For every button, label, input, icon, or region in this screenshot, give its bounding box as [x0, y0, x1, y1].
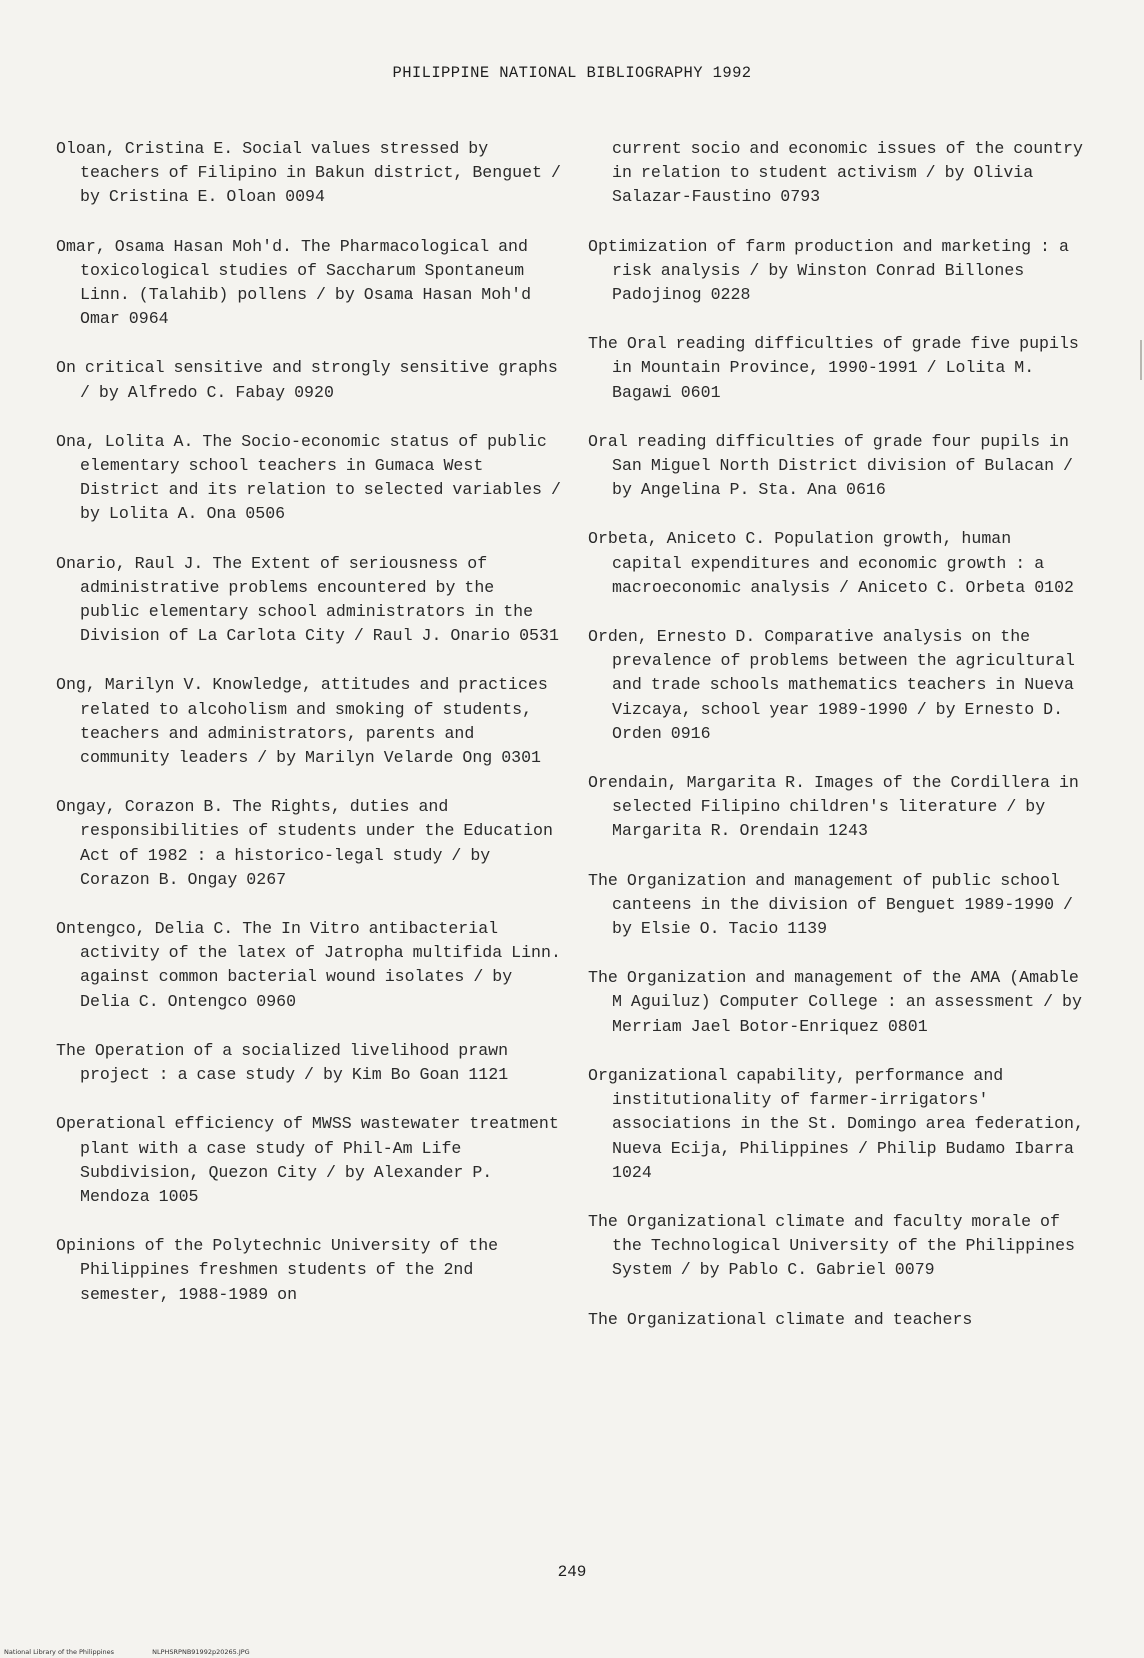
scan-footer: [4, 1648, 286, 1656]
page-title: PHILIPPINE NATIONAL BIBLIOGRAPHY 1992: [392, 64, 752, 82]
bibliography-entry: Omar, Osama Hasan Moh'd. The Pharmacological and toxicological studies of Saccharum Spontaneum Linn. (Talahib) pollens / by Osama Hasan Moh'd Omar 0964: [56, 236, 532, 329]
bibliography-entry: Ongay, Corazon B. The Rights, duties and responsibilities of students under the Education Act of 1982 : a historico-legal study / by Corazon B. Ongay 0267: [56, 797, 553, 889]
bibliography-entry: The Operation of a socialized livelihood prawn project : a case study / by Kim Bo Goan 1121: [56, 1040, 509, 1085]
bibliography-entry: Operational efficiency of MWSS wastewater treatment plant with a case study of Phil-Am Life Subdivision, Quezon City / by Alexander P. Mendoza 1005: [56, 1114, 559, 1206]
bibliography-entry: Orbeta, Aniceto C. Population growth, human capital expenditures and economic growth : a macroeconomic analysis / Aniceto C. Orbeta 0102: [588, 529, 1075, 597]
left-column: [56, 137, 561, 1332]
bibliography-entry: Organizational capability, performance and institutionality of farmer-irrigators' associations in the St. Domingo area federation, Nueva Ecija, Philippines / Philip Budamo Ibarra 1024: [588, 1065, 1084, 1182]
bibliography-entry: Ontengco, Delia C. The In Vitro antibacterial activity of the latex of Jatropha multifida Linn. against common bacterial wound isolates / by Delia C. Ontengco 0960: [56, 919, 561, 1011]
bibliography-entry: The Oral reading difficulties of grade five pupils in Mountain Province, 1990-1991 / Lolita M. Bagawi 0601: [588, 334, 1079, 402]
page-number: 249: [557, 1563, 587, 1581]
bibliography-entry: The Organization and management of the AMA (Amable M Aguiluz) Computer College : an assessment / by Merriam Jael Botor-Enriquez 0801: [588, 968, 1082, 1036]
library-credit: National Library of the Philippines: [4, 1648, 115, 1656]
bibliography-entry: On critical sensitive and strongly sensitive graphs / by Alfredo C. Fabay 0920: [56, 358, 558, 402]
bibliography-entry: The Organizational climate and faculty morale of the Technological University of the Philippines System / by Pablo C. Gabriel 0079: [588, 1211, 1076, 1280]
page-edge-mark: [1140, 340, 1142, 380]
bibliography-entry: The Organizational climate and teachers: [588, 1309, 973, 1329]
right-column: [588, 137, 1088, 1357]
bibliography-entry: Ona, Lolita A. The Socio-economic status of public elementary school teachers in Gumaca West District and its relation to selected variables / by Lolita A. Ona 0506: [56, 431, 561, 524]
bibliography-entry: Orendain, Margarita R. Images of the Cordillera in selected Filipino children's literature / by Margarita R. Orendain 1243: [588, 773, 1079, 841]
bibliography-entry: Orden, Ernesto D. Comparative analysis on the prevalence of problems between the agricultural and trade schools mathematics teachers in Nueva Vizcaya, school year 1989-1990 / by Ernesto D. Orden 0916: [588, 627, 1076, 743]
bibliography-entry: Onario, Raul J. The Extent of seriousness of administrative problems encountered by the public elementary school administrators in the Division of La Carlota City / Raul J. Onario 0531: [56, 553, 559, 646]
bibliography-entry-continuation: current socio and economic issues of the country in relation to student activism / by Olivia Salazar-Faustino 0793: [612, 139, 1083, 207]
bibliography-entry: Oral reading difficulties of grade four pupils in San Miguel North District division of Bulacan / by Angelina P. Sta. Ana 0616: [588, 431, 1074, 500]
bibliography-entry: Opinions of the Polytechnic University of the Philippines freshmen students of the 2nd semester, 1988-1989 on: [56, 1236, 499, 1304]
bibliography-entry: Optimization of farm production and marketing : a risk analysis / by Winston Conrad Billones Padojinog 0228: [588, 236, 1069, 305]
bibliography-entry: The Organization and management of public school canteens in the division of Benguet 1989-1990 / by Elsie O. Tacio 1139: [588, 870, 1074, 939]
file-id: NLPHSRPNB91992p20265.JPG: [152, 1648, 250, 1656]
bibliography-entry: Ong, Marilyn V. Knowledge, attitudes and practices related to alcoholism and smoking of students, teachers and administrators, parents and community leaders / by Marilyn Velarde Ong 0301: [56, 675, 548, 768]
bibliography-entry: Oloan, Cristina E. Social values stressed by teachers of Filipino in Bakun district, Benguet / by Cristina E. Oloan 0094: [56, 139, 561, 207]
